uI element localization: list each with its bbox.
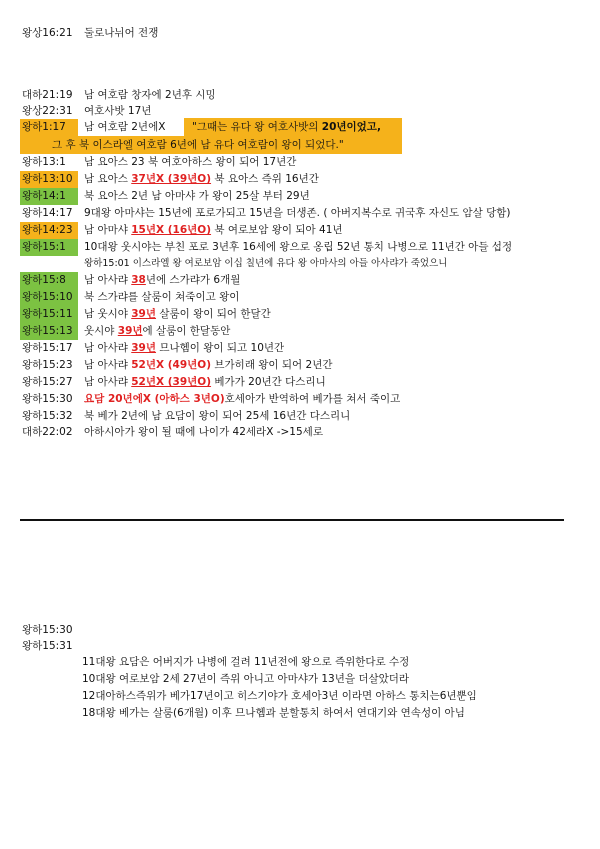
verse-ref: 왕하15:27	[22, 376, 73, 388]
verse-ref: 왕하15:8	[20, 272, 78, 289]
correction: 39년	[117, 325, 143, 337]
verse-ref: 왕하15:30	[22, 393, 73, 405]
commentary-line: 18대왕 베가는 살룸(6개월) 이후 므나헴과 분할통치 하여서 연대기와 연속성이 아님	[82, 707, 465, 719]
verse-note: 요담 20년에X (아하스 3년O)호세아가 반역하여 베가를 쳐서 죽이고	[84, 393, 401, 405]
timeline-row	[0, 289, 600, 306]
correction: 39년	[131, 342, 157, 354]
correction: 37년X (39년O)	[131, 173, 212, 185]
timeline-row	[0, 306, 600, 323]
timeline-row	[0, 424, 600, 441]
correction: 39년	[131, 308, 157, 320]
verse-note: 둘로나뉘어 전쟁	[84, 27, 159, 39]
verse-note: 여호사밧 17년	[84, 105, 152, 117]
timeline-row	[0, 408, 600, 425]
timeline-row	[0, 391, 600, 408]
verse-ref: 왕하13:10	[20, 171, 78, 188]
verse-note: 9대왕 아마샤는 15년에 포로가되고 15년을 더생존. ( 아버지복수로 귀국후 자신도 암살 당함)	[84, 207, 511, 219]
lower-ref-row	[0, 622, 600, 639]
verse-note: 남 여호람 2년에X	[84, 121, 166, 133]
verse-ref: 왕상16:21	[22, 27, 73, 39]
verse-note: 남 웃시야 39년 살룸이 왕이 되어 한달간	[84, 308, 271, 320]
verse-ref: 왕상22:31	[22, 105, 73, 117]
verse-ref: 왕하15:30	[22, 624, 73, 636]
verse-ref: 왕하15:11	[20, 306, 78, 323]
verse-note: 남 요아스 37년X (39년O) 북 요아스 즉위 16년간	[84, 173, 319, 185]
timeline-row	[0, 171, 600, 188]
timeline-row	[0, 272, 600, 289]
timeline-row	[0, 357, 600, 374]
verse-note: 남 아마샤 15년X (16년O) 북 여로보암 왕이 되아 41년	[84, 224, 343, 236]
timeline-row	[0, 323, 600, 340]
verse-note: 남 아사랴 39년 므나헴이 왕이 되고 10년간	[84, 342, 285, 354]
verse-ref: 대하21:19	[22, 89, 73, 101]
verse-ref: 대하22:02	[22, 426, 73, 438]
verse-note: 남 여호람 창자에 2년후 시밍	[84, 89, 216, 101]
timeline-row	[0, 205, 600, 222]
verse-note: 10대왕 웃시야는 부친 포로 3년후 16세에 왕으로 옹립 52년 통치 나병으로 11년간 아들 섭정	[84, 241, 513, 253]
verse-ref: 왕하14:17	[22, 207, 73, 219]
quote-emphasis: 20년이었고,	[321, 121, 381, 133]
header-row	[0, 25, 600, 42]
verse-ref: 왕하15:10	[20, 289, 78, 306]
timeline-row	[0, 340, 600, 357]
section-divider	[20, 519, 564, 521]
verse-note: 아하시아가 왕이 될 때에 나이가 42세라X ->15세로	[84, 426, 323, 438]
quote-text: "그때는 유다 왕 여호사밧의	[192, 121, 322, 133]
verse-ref: 왕하15:31	[22, 640, 73, 652]
timeline-row	[0, 239, 600, 256]
verse-note: 남 요아스 23 북 여호아하스 왕이 되어 17년간	[84, 156, 297, 168]
verse-note: 남 아사랴 52년X (39년O) 베가가 20년간 다스리니	[84, 376, 326, 388]
scripture-quote-continued: 그 후 북 이스라엘 여호람 6년에 남 유다 여호람이 왕이 되었다."	[20, 136, 402, 154]
correction: 52년X (39년O)	[131, 376, 212, 388]
verse-ref: 왕하15:32	[22, 410, 73, 422]
timeline-row	[0, 87, 600, 104]
verse-note: 북 요아스 2년 남 아마샤 가 왕이 25살 부터 29년	[84, 190, 310, 202]
verse-ref: 왕하15:23	[22, 359, 73, 371]
correction: 요담 20년에X (아하스 3년O)	[84, 393, 225, 405]
commentary-line: 10대왕 여로보암 2세 27년이 즉위 아니고 아마샤가 13년을 더살았더라	[82, 673, 410, 685]
verse-note: 남 아사랴 52년X (49년O) 브가히래 왕이 되어 2년간	[84, 359, 333, 371]
verse-ref: 왕하13:1	[22, 156, 66, 168]
commentary-line: 11대왕 요담은 어버지가 나병에 걸려 11년전에 왕으로 즉위한다로 수정	[82, 656, 410, 668]
timeline-row	[0, 188, 600, 205]
lower-ref-row	[0, 638, 600, 655]
correction: 52년X (49년O)	[131, 359, 212, 371]
scripture-quote	[192, 119, 381, 136]
timeline-row	[0, 374, 600, 391]
verse-ref: 왕하15:1	[20, 239, 78, 256]
correction: 15년X (16년O)	[131, 224, 212, 236]
verse-ref: 왕하1:17	[20, 119, 78, 136]
verse-note: 북 스가랴를 살룸이 쳐죽이고 왕이	[84, 291, 240, 303]
verse-note: 웃시야 39년에 살룸이 한달동안	[84, 325, 231, 337]
verse-ref: 왕하14:1	[20, 188, 78, 205]
verse-ref: 왕하14:23	[20, 222, 78, 239]
correction: 38	[131, 274, 146, 286]
timeline-subrow	[0, 255, 600, 272]
verse-note: 남 아사랴 38년에 스가랴가 6개월	[84, 274, 241, 286]
verse-ref: 왕하15:13	[20, 323, 78, 340]
commentary-line: 12대아하스즉위가 베가17년이고 히스기야가 호세아3년 이라면 아하스 통치는6년뿐임	[82, 690, 477, 702]
verse-quote: 왕하15:01 이스라엘 왕 여로보암 이십 칠년에 유다 왕 아마사의 아들 아사랴가 죽었으니	[84, 258, 448, 269]
verse-ref: 왕하15:17	[22, 342, 73, 354]
verse-note: 북 베가 2년에 남 요담이 왕이 되어 25세 16년간 다스리니	[84, 410, 351, 422]
timeline-row	[0, 154, 600, 171]
timeline-row	[0, 222, 600, 239]
